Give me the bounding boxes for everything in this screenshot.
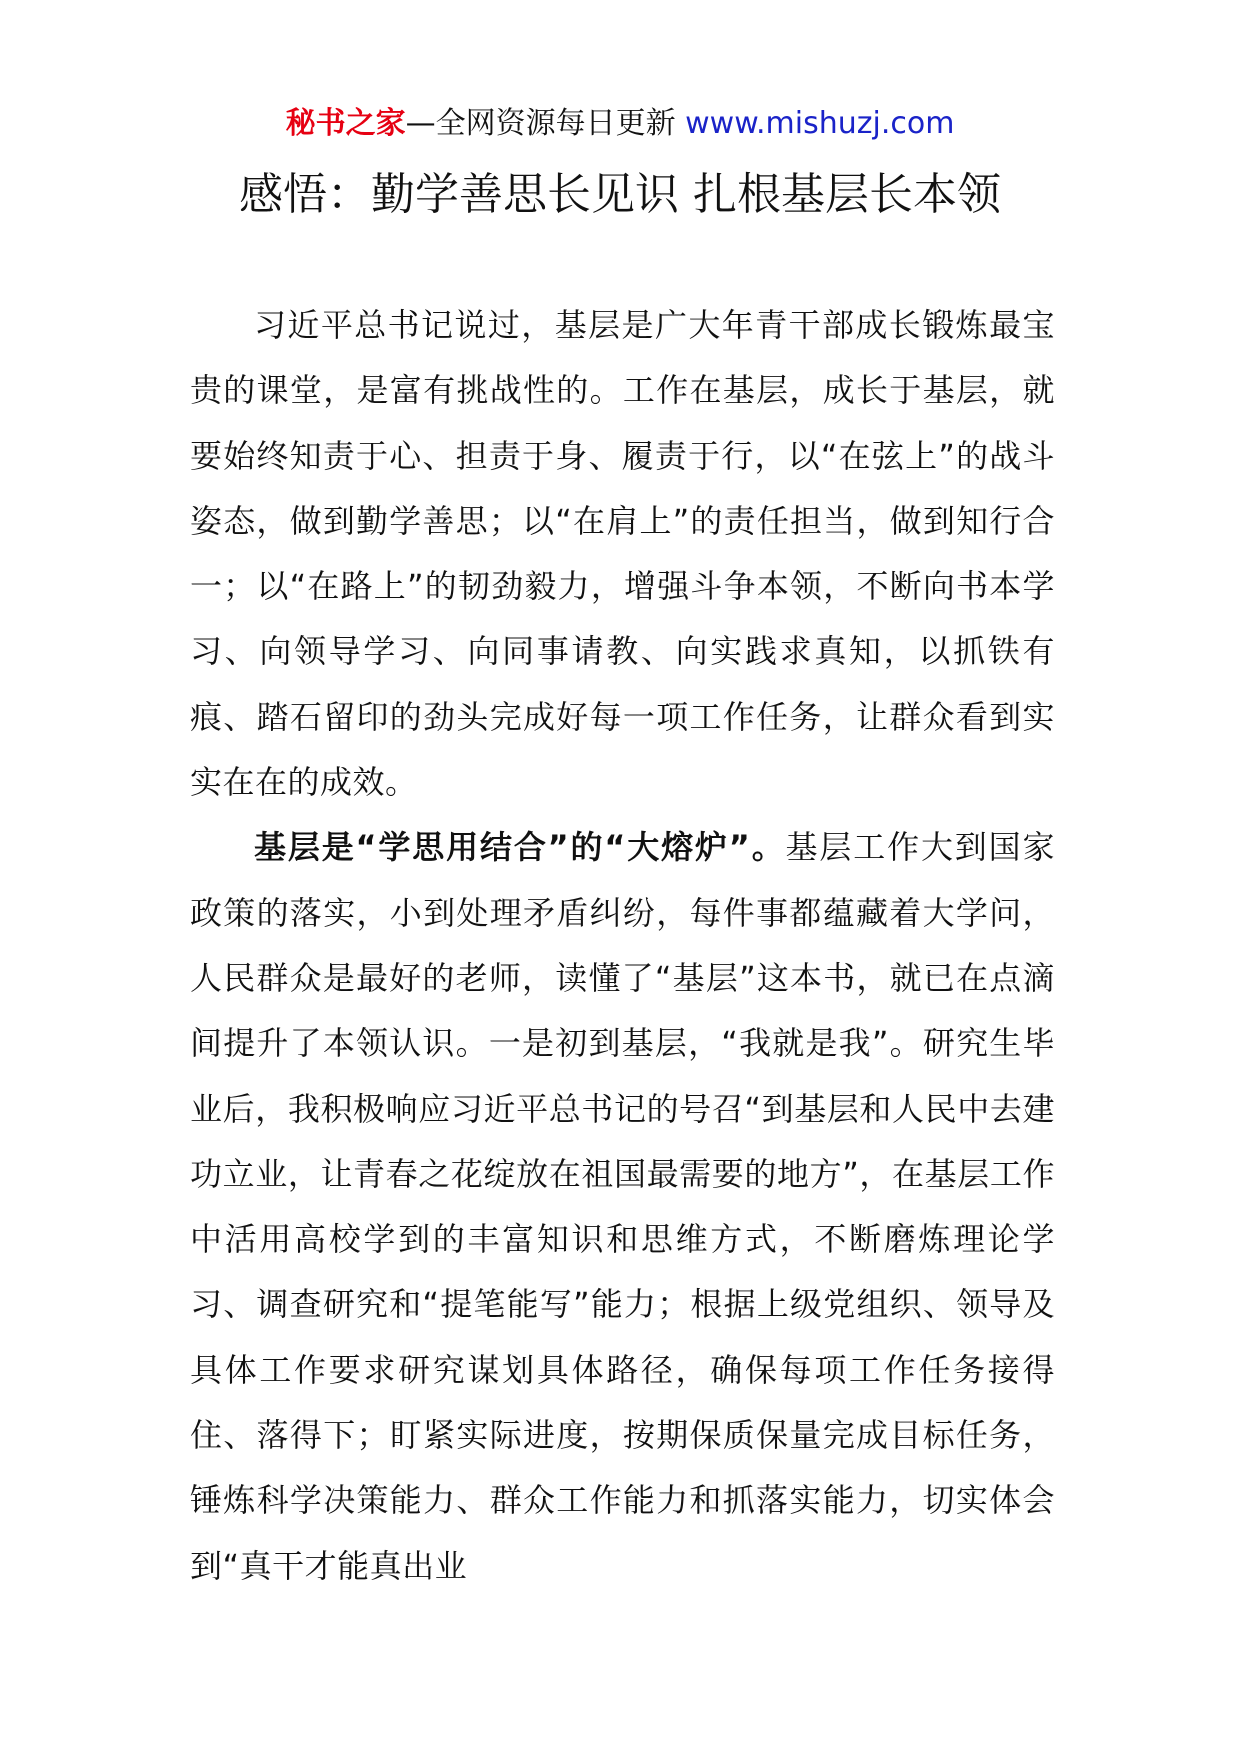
site-url-link[interactable]: www.mishuzj.com	[685, 106, 955, 141]
site-header	[0, 104, 1240, 144]
document-title: 感悟：勤学善思长见识 扎根基层长本领	[239, 169, 1001, 220]
document-body	[190, 293, 1055, 1599]
paragraph-section-1	[190, 815, 1055, 1599]
section-1-heading: 基层是“学思用结合”的“大熔炉”。	[254, 828, 786, 867]
section-1-text: 基层工作大到国家政策的落实，小到处理矛盾纠纷，每件事都蕴藏着大学问，人民群众是最好的老师，读懂了“基层”这本书，就已在点滴间提升了本领认识。一是初到基层，“我就是我”。研究生毕业后，我积极响应习近平总书记的号召“到基层和人民中去建功立业，让青春之花绽放在祖国最需要的地方”，在基层工作中活用高校学到的丰富知识和思维方式，不断磨炼理论学习、调查研究和“提笔能写”能力；根据上级党组织、领导及具体工作要求研究谋划具体路径，确保每项工作任务接得住、落得下；盯紧实际进度，按期保质保量完成目标任务，锤炼科学决策能力、群众工作能力和抓落实能力，切实体会到“真干才能真出业	[190, 828, 1055, 1585]
header-tagline: —全网资源每日更新	[405, 106, 676, 141]
brand-name: 秘书之家	[285, 106, 406, 141]
paragraph-intro-text: 习近平总书记说过，基层是广大年青干部成长锻炼最宝贵的课堂，是富有挑战性的。工作在基层，成长于基层，就要始终知责于心、担责于身、履责于行，以“在弦上”的战斗姿态，做到勤学善思；以“在肩上”的责任担当，做到知行合一；以“在路上”的韧劲毅力，增强斗争本领，不断向书本学习、向领导学习、向同事请教、向实践求真知，以抓铁有痕、踏石留印的劲头完成好每一项工作任务，让群众看到实实在在的成效。	[190, 306, 1055, 802]
paragraph-intro	[190, 293, 1055, 815]
